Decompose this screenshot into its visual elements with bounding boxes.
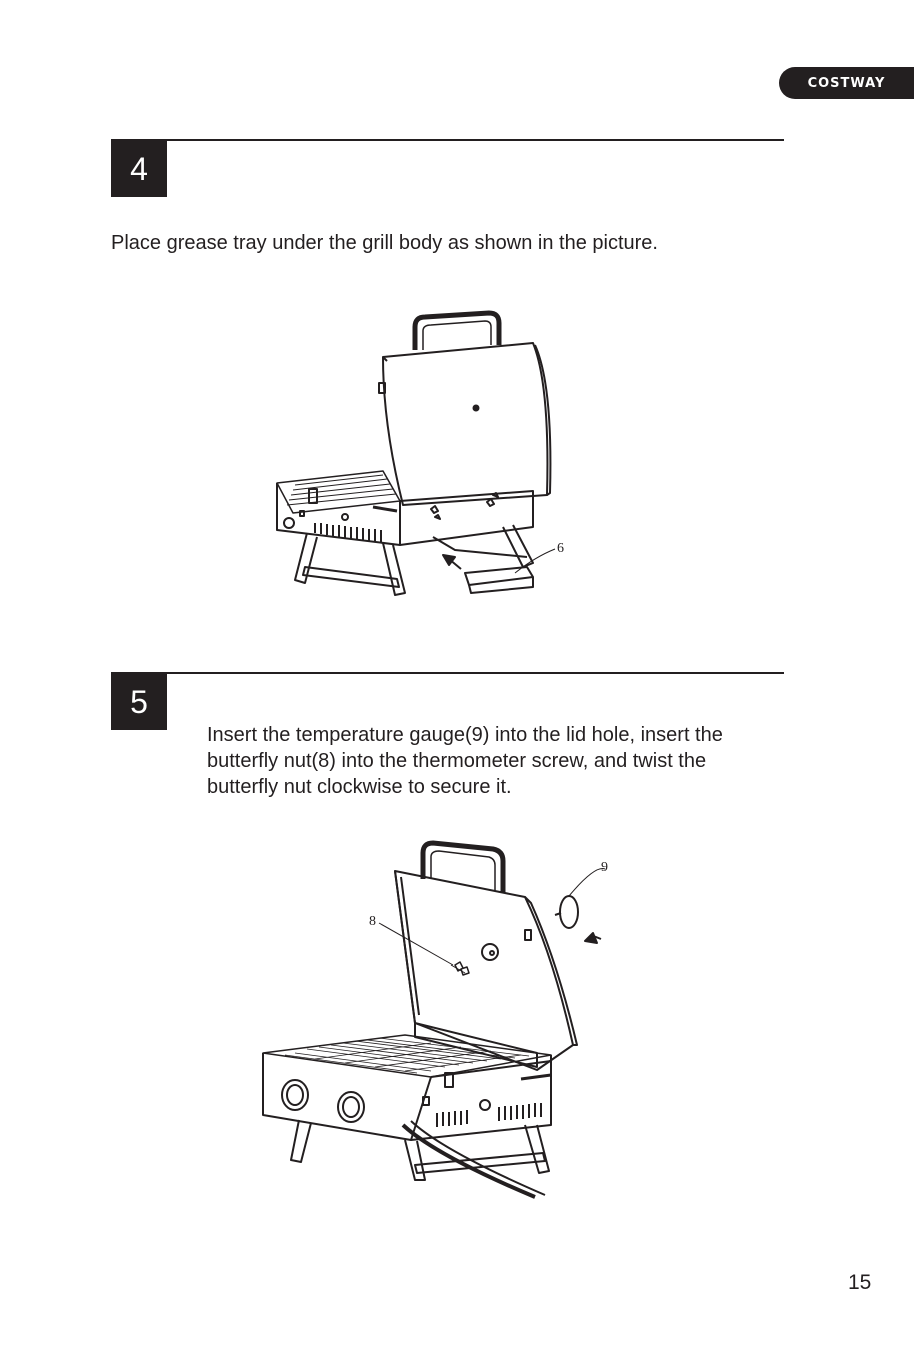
- step-5-instruction: [207, 722, 723, 800]
- callout-9: 9: [601, 860, 608, 875]
- step-5-number: 5: [111, 674, 167, 730]
- step-5-line-1: Insert the temperature gauge(9) into the lid hole, insert the: [207, 724, 723, 746]
- step-5-line-3: butterfly nut clockwise to secure it.: [207, 776, 512, 798]
- costway-logo: COSTWAY: [779, 67, 914, 99]
- step-4-number: 4: [111, 141, 167, 197]
- step-4-instruction: Place grease tray under the grill body as shown in the picture.: [111, 232, 658, 254]
- grill-grease-tray-illustration: [265, 305, 605, 605]
- step-5-divider: [111, 672, 784, 674]
- page-number: 15: [848, 1271, 872, 1294]
- callout-6: 6: [557, 541, 564, 556]
- step-4-divider: [111, 139, 784, 141]
- callout-8: 8: [369, 914, 376, 929]
- grill-thermometer-illustration: [255, 835, 635, 1205]
- step-5-line-2: butterfly nut(8) into the thermometer screw, and twist the: [207, 750, 707, 772]
